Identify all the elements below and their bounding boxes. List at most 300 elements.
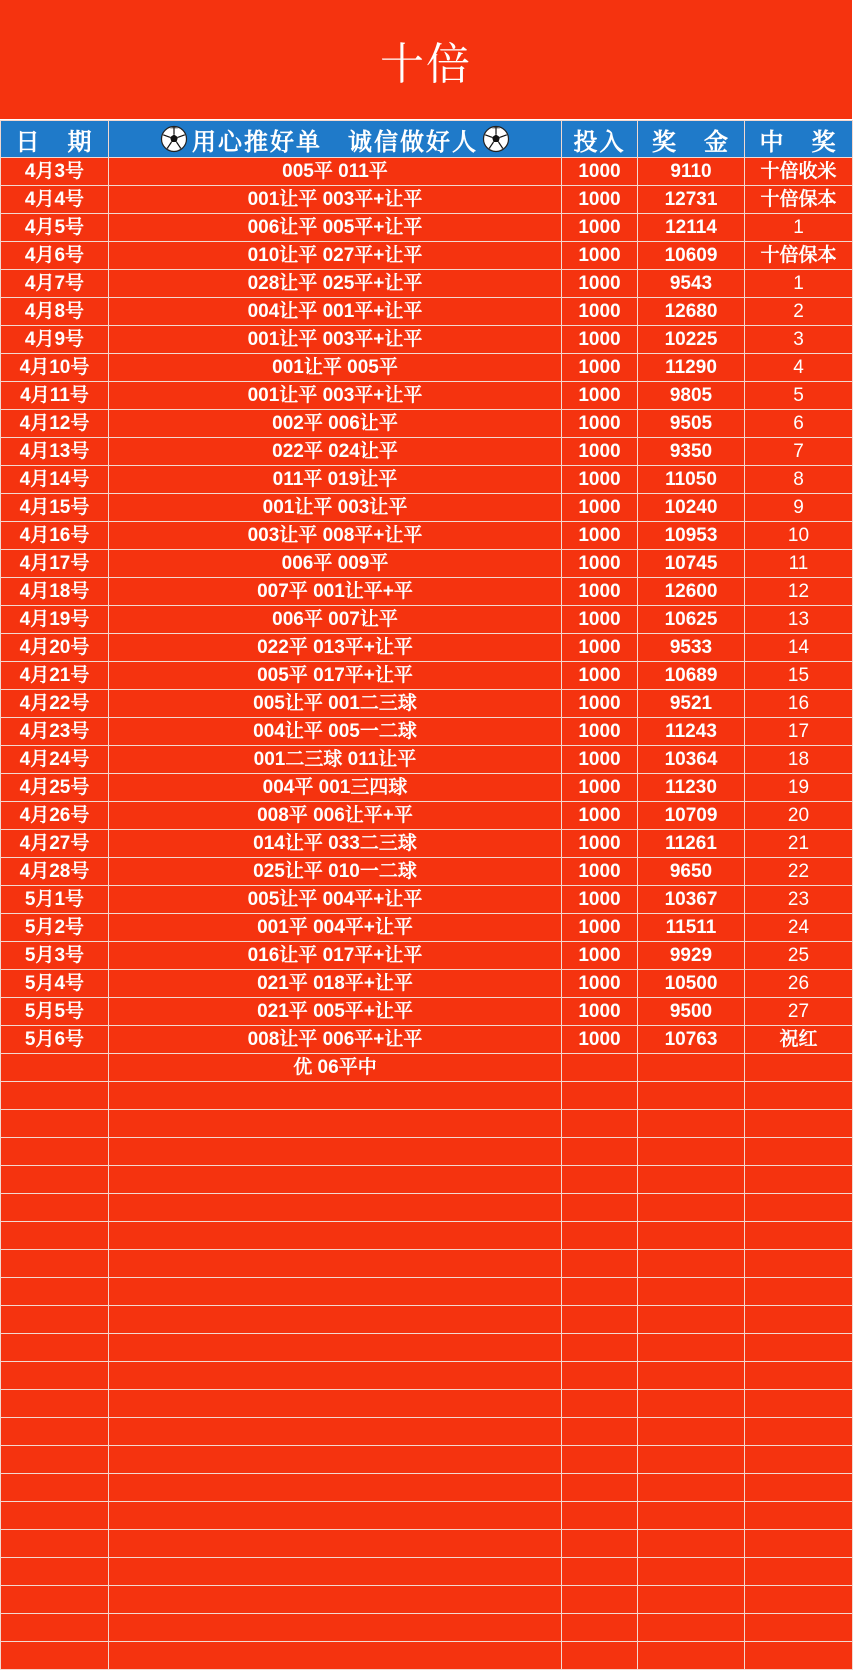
prize-cell: 10364 <box>638 746 745 774</box>
date-cell: 5月6号 <box>1 1026 109 1054</box>
invest-cell: 1000 <box>562 942 638 970</box>
table-row <box>1 326 853 354</box>
prize-cell: 10745 <box>638 550 745 578</box>
invest-cell: 1000 <box>562 186 638 214</box>
invest-cell <box>562 1110 638 1138</box>
pick-cell <box>109 1642 562 1670</box>
win-cell <box>745 1530 853 1558</box>
prize-cell <box>638 1418 745 1446</box>
date-cell <box>1 1642 109 1670</box>
invest-cell: 1000 <box>562 662 638 690</box>
sheet-title: 十倍 <box>0 0 852 120</box>
date-cell: 4月20号 <box>1 634 109 662</box>
prize-cell <box>638 1082 745 1110</box>
prize-cell <box>638 1642 745 1670</box>
win-cell: 24 <box>745 914 853 942</box>
table-row <box>1 522 853 550</box>
win-cell <box>745 1390 853 1418</box>
prize-cell: 12114 <box>638 214 745 242</box>
date-cell <box>1 1390 109 1418</box>
pick-cell: 001让平 005平 <box>109 354 562 382</box>
pick-cell: 008平 006让平+平 <box>109 802 562 830</box>
table-row <box>1 914 853 942</box>
win-cell: 16 <box>745 690 853 718</box>
date-cell: 4月10号 <box>1 354 109 382</box>
table-row <box>1 438 853 466</box>
win-cell: 5 <box>745 382 853 410</box>
prize-cell: 9533 <box>638 634 745 662</box>
pick-cell: 005平 017平+让平 <box>109 662 562 690</box>
pick-cell <box>109 1390 562 1418</box>
date-cell: 4月5号 <box>1 214 109 242</box>
prize-cell: 10240 <box>638 494 745 522</box>
pick-cell: 001让平 003平+让平 <box>109 186 562 214</box>
table-row <box>1 186 853 214</box>
date-cell: 4月9号 <box>1 326 109 354</box>
date-cell <box>1 1306 109 1334</box>
prize-cell <box>638 1194 745 1222</box>
prize-cell: 12680 <box>638 298 745 326</box>
invest-cell: 1000 <box>562 298 638 326</box>
prize-cell: 12731 <box>638 186 745 214</box>
empty-table-row <box>1 1530 853 1558</box>
invest-cell <box>562 1558 638 1586</box>
header-date: 日 期 <box>1 121 109 158</box>
prize-cell <box>638 1586 745 1614</box>
win-cell: 23 <box>745 886 853 914</box>
date-cell: 4月19号 <box>1 606 109 634</box>
date-cell <box>1 1334 109 1362</box>
prize-cell: 10225 <box>638 326 745 354</box>
date-cell: 5月5号 <box>1 998 109 1026</box>
empty-table-row <box>1 1222 853 1250</box>
empty-table-row <box>1 1642 853 1670</box>
invest-cell: 1000 <box>562 494 638 522</box>
table-row <box>1 746 853 774</box>
invest-cell <box>562 1446 638 1474</box>
date-cell <box>1 1362 109 1390</box>
invest-cell: 1000 <box>562 550 638 578</box>
date-cell <box>1 1110 109 1138</box>
pick-cell <box>109 1474 562 1502</box>
invest-cell: 1000 <box>562 606 638 634</box>
pick-cell: 006让平 005平+让平 <box>109 214 562 242</box>
prize-cell: 11511 <box>638 914 745 942</box>
table-row <box>1 214 853 242</box>
invest-cell: 1000 <box>562 410 638 438</box>
header-pick <box>109 121 562 158</box>
win-cell <box>745 1250 853 1278</box>
invest-cell: 1000 <box>562 242 638 270</box>
win-cell <box>745 1362 853 1390</box>
win-cell <box>745 1586 853 1614</box>
invest-cell <box>562 1306 638 1334</box>
invest-cell <box>562 1222 638 1250</box>
prize-cell: 11050 <box>638 466 745 494</box>
header-prize: 奖 金 <box>638 121 745 158</box>
prize-cell <box>638 1474 745 1502</box>
table-row <box>1 606 853 634</box>
pick-cell: 005让平 001二三球 <box>109 690 562 718</box>
date-cell <box>1 1614 109 1642</box>
empty-table-row <box>1 1362 853 1390</box>
win-cell: 18 <box>745 746 853 774</box>
date-cell: 5月1号 <box>1 886 109 914</box>
invest-cell: 1000 <box>562 466 638 494</box>
win-cell: 6 <box>745 410 853 438</box>
table-body <box>1 158 853 1670</box>
win-cell: 十倍保本 <box>745 242 853 270</box>
pick-cell: 005平 011平 <box>109 158 562 186</box>
pick-cell: 021平 018平+让平 <box>109 970 562 998</box>
table-row <box>1 578 853 606</box>
empty-table-row <box>1 1194 853 1222</box>
invest-cell: 1000 <box>562 886 638 914</box>
date-cell <box>1 1222 109 1250</box>
header-invest: 投入 <box>562 121 638 158</box>
invest-cell: 1000 <box>562 354 638 382</box>
prize-cell: 10367 <box>638 886 745 914</box>
win-cell <box>745 1474 853 1502</box>
pick-cell <box>109 1138 562 1166</box>
invest-cell <box>562 1166 638 1194</box>
invest-cell <box>562 1334 638 1362</box>
win-cell: 12 <box>745 578 853 606</box>
win-cell: 27 <box>745 998 853 1026</box>
prize-cell <box>638 1558 745 1586</box>
pick-cell: 007平 001让平+平 <box>109 578 562 606</box>
date-cell <box>1 1502 109 1530</box>
empty-table-row <box>1 1278 853 1306</box>
invest-cell <box>562 1418 638 1446</box>
table-row <box>1 158 853 186</box>
win-cell: 19 <box>745 774 853 802</box>
pick-cell: 001平 004平+让平 <box>109 914 562 942</box>
invest-cell: 1000 <box>562 690 638 718</box>
prize-cell: 12600 <box>638 578 745 606</box>
win-cell <box>745 1446 853 1474</box>
invest-cell: 1000 <box>562 578 638 606</box>
pick-cell: 003让平 008平+让平 <box>109 522 562 550</box>
win-cell: 26 <box>745 970 853 998</box>
invest-cell: 1000 <box>562 718 638 746</box>
date-cell: 5月2号 <box>1 914 109 942</box>
soccer-ball-icon <box>160 125 188 153</box>
pick-cell: 021平 005平+让平 <box>109 998 562 1026</box>
invest-cell: 1000 <box>562 830 638 858</box>
table-row <box>1 830 853 858</box>
pick-cell <box>109 1250 562 1278</box>
prize-cell: 10625 <box>638 606 745 634</box>
prize-cell: 9500 <box>638 998 745 1026</box>
table-row <box>1 802 853 830</box>
pick-cell <box>109 1278 562 1306</box>
invest-cell: 1000 <box>562 438 638 466</box>
win-cell <box>745 1642 853 1670</box>
pick-cell: 011平 019让平 <box>109 466 562 494</box>
pick-cell: 优 06平中 <box>109 1054 562 1082</box>
empty-table-row <box>1 1250 853 1278</box>
table-row <box>1 354 853 382</box>
table-row <box>1 270 853 298</box>
prize-cell: 10689 <box>638 662 745 690</box>
date-cell <box>1 1418 109 1446</box>
pick-cell: 028让平 025平+让平 <box>109 270 562 298</box>
table-row <box>1 382 853 410</box>
empty-table-row <box>1 1418 853 1446</box>
table-row <box>1 690 853 718</box>
win-cell: 十倍收米 <box>745 158 853 186</box>
prize-cell: 10953 <box>638 522 745 550</box>
pick-cell: 001二三球 011让平 <box>109 746 562 774</box>
win-cell: 13 <box>745 606 853 634</box>
win-cell <box>745 1614 853 1642</box>
pick-cell: 002平 006让平 <box>109 410 562 438</box>
date-cell: 4月23号 <box>1 718 109 746</box>
pick-cell <box>109 1558 562 1586</box>
win-cell: 2 <box>745 298 853 326</box>
pick-cell: 005让平 004平+让平 <box>109 886 562 914</box>
table-row <box>1 942 853 970</box>
prize-cell: 11243 <box>638 718 745 746</box>
table-row <box>1 886 853 914</box>
prize-cell <box>638 1054 745 1082</box>
date-cell: 4月17号 <box>1 550 109 578</box>
empty-table-row <box>1 1138 853 1166</box>
win-cell: 20 <box>745 802 853 830</box>
win-cell: 17 <box>745 718 853 746</box>
pick-cell <box>109 1418 562 1446</box>
date-cell: 4月16号 <box>1 522 109 550</box>
prize-cell <box>638 1390 745 1418</box>
win-cell <box>745 1418 853 1446</box>
prize-cell <box>638 1306 745 1334</box>
table-row <box>1 494 853 522</box>
invest-cell <box>562 1138 638 1166</box>
date-cell: 4月4号 <box>1 186 109 214</box>
win-cell <box>745 1082 853 1110</box>
win-cell <box>745 1194 853 1222</box>
prize-cell <box>638 1362 745 1390</box>
pick-cell: 004平 001三四球 <box>109 774 562 802</box>
pick-cell <box>109 1194 562 1222</box>
invest-cell <box>562 1194 638 1222</box>
date-cell: 4月15号 <box>1 494 109 522</box>
pick-cell <box>109 1446 562 1474</box>
date-cell: 4月25号 <box>1 774 109 802</box>
empty-table-row <box>1 1334 853 1362</box>
pick-cell <box>109 1362 562 1390</box>
empty-table-row <box>1 1614 853 1642</box>
date-cell: 4月13号 <box>1 438 109 466</box>
pick-cell <box>109 1502 562 1530</box>
pick-cell: 025让平 010一二球 <box>109 858 562 886</box>
prize-cell: 9805 <box>638 382 745 410</box>
pick-cell <box>109 1614 562 1642</box>
date-cell: 5月3号 <box>1 942 109 970</box>
pick-cell: 022平 013平+让平 <box>109 634 562 662</box>
table-row <box>1 410 853 438</box>
prize-cell <box>638 1110 745 1138</box>
prize-cell: 11290 <box>638 354 745 382</box>
prize-cell: 10500 <box>638 970 745 998</box>
date-cell <box>1 1082 109 1110</box>
pick-cell <box>109 1082 562 1110</box>
table-row <box>1 298 853 326</box>
pick-cell <box>109 1306 562 1334</box>
invest-cell: 1000 <box>562 998 638 1026</box>
pick-cell: 001让平 003平+让平 <box>109 326 562 354</box>
prize-cell <box>638 1446 745 1474</box>
empty-table-row <box>1 1446 853 1474</box>
date-cell: 4月21号 <box>1 662 109 690</box>
invest-cell: 1000 <box>562 914 638 942</box>
table-row <box>1 242 853 270</box>
win-cell <box>745 1306 853 1334</box>
results-table <box>0 120 853 1670</box>
empty-table-row <box>1 1502 853 1530</box>
invest-cell: 1000 <box>562 158 638 186</box>
date-cell: 4月28号 <box>1 858 109 886</box>
prize-cell: 9521 <box>638 690 745 718</box>
prize-cell: 9110 <box>638 158 745 186</box>
invest-cell: 1000 <box>562 746 638 774</box>
empty-table-row <box>1 1586 853 1614</box>
date-cell <box>1 1278 109 1306</box>
prize-cell <box>638 1334 745 1362</box>
soccer-ball-icon <box>482 125 510 153</box>
empty-table-row <box>1 1166 853 1194</box>
date-cell: 4月8号 <box>1 298 109 326</box>
invest-cell <box>562 1390 638 1418</box>
invest-cell <box>562 1530 638 1558</box>
header-win: 中 奖 <box>745 121 853 158</box>
win-cell <box>745 1166 853 1194</box>
invest-cell <box>562 1250 638 1278</box>
win-cell <box>745 1110 853 1138</box>
invest-cell: 1000 <box>562 270 638 298</box>
pick-cell <box>109 1530 562 1558</box>
table-header-row <box>1 121 853 158</box>
prize-cell <box>638 1530 745 1558</box>
pick-cell: 006平 007让平 <box>109 606 562 634</box>
table-row <box>1 998 853 1026</box>
prize-cell: 10609 <box>638 242 745 270</box>
invest-cell <box>562 1642 638 1670</box>
date-cell: 4月22号 <box>1 690 109 718</box>
win-cell: 11 <box>745 550 853 578</box>
prize-cell <box>638 1222 745 1250</box>
empty-table-row <box>1 1306 853 1334</box>
table-row <box>1 662 853 690</box>
empty-table-row <box>1 1558 853 1586</box>
date-cell: 4月6号 <box>1 242 109 270</box>
invest-cell <box>562 1082 638 1110</box>
invest-cell: 1000 <box>562 858 638 886</box>
prize-cell: 9543 <box>638 270 745 298</box>
win-cell: 15 <box>745 662 853 690</box>
win-cell <box>745 1222 853 1250</box>
date-cell <box>1 1530 109 1558</box>
header-pick-label: 用心推好单 诚信做好人 <box>192 126 478 156</box>
prize-cell <box>638 1614 745 1642</box>
table-row <box>1 970 853 998</box>
win-cell <box>745 1054 853 1082</box>
win-cell: 十倍保本 <box>745 186 853 214</box>
prize-cell <box>638 1166 745 1194</box>
date-cell <box>1 1166 109 1194</box>
pick-cell <box>109 1334 562 1362</box>
invest-cell: 1000 <box>562 802 638 830</box>
pick-cell: 004让平 001平+让平 <box>109 298 562 326</box>
invest-cell <box>562 1586 638 1614</box>
date-cell: 4月18号 <box>1 578 109 606</box>
prize-cell: 11230 <box>638 774 745 802</box>
table-row <box>1 1026 853 1054</box>
win-cell: 14 <box>745 634 853 662</box>
prize-cell <box>638 1250 745 1278</box>
table-row <box>1 634 853 662</box>
table-row <box>1 858 853 886</box>
date-cell <box>1 1586 109 1614</box>
win-cell: 1 <box>745 270 853 298</box>
win-cell: 21 <box>745 830 853 858</box>
prize-cell: 10709 <box>638 802 745 830</box>
prize-cell <box>638 1278 745 1306</box>
date-cell <box>1 1474 109 1502</box>
win-cell <box>745 1502 853 1530</box>
win-cell: 22 <box>745 858 853 886</box>
win-cell <box>745 1278 853 1306</box>
pick-cell: 001让平 003平+让平 <box>109 382 562 410</box>
date-cell: 4月12号 <box>1 410 109 438</box>
pick-cell: 004让平 005一二球 <box>109 718 562 746</box>
empty-table-row <box>1 1474 853 1502</box>
prize-cell: 10763 <box>638 1026 745 1054</box>
pick-cell: 006平 009平 <box>109 550 562 578</box>
invest-cell <box>562 1474 638 1502</box>
pick-cell <box>109 1586 562 1614</box>
empty-table-row <box>1 1082 853 1110</box>
pick-cell <box>109 1222 562 1250</box>
date-cell: 4月7号 <box>1 270 109 298</box>
date-cell: 4月24号 <box>1 746 109 774</box>
pick-cell <box>109 1110 562 1138</box>
date-cell: 4月14号 <box>1 466 109 494</box>
date-cell: 4月26号 <box>1 802 109 830</box>
prize-cell: 9650 <box>638 858 745 886</box>
win-cell <box>745 1558 853 1586</box>
win-cell: 10 <box>745 522 853 550</box>
pick-cell: 022平 024让平 <box>109 438 562 466</box>
date-cell: 5月4号 <box>1 970 109 998</box>
date-cell: 4月27号 <box>1 830 109 858</box>
win-cell: 1 <box>745 214 853 242</box>
prize-cell: 9505 <box>638 410 745 438</box>
prize-cell: 11261 <box>638 830 745 858</box>
invest-cell <box>562 1502 638 1530</box>
win-cell: 7 <box>745 438 853 466</box>
table-row <box>1 774 853 802</box>
pick-cell: 014让平 033二三球 <box>109 830 562 858</box>
table-row <box>1 718 853 746</box>
win-cell: 9 <box>745 494 853 522</box>
win-cell: 25 <box>745 942 853 970</box>
empty-table-row <box>1 1110 853 1138</box>
table-row <box>1 466 853 494</box>
prize-cell: 9929 <box>638 942 745 970</box>
empty-table-row <box>1 1390 853 1418</box>
